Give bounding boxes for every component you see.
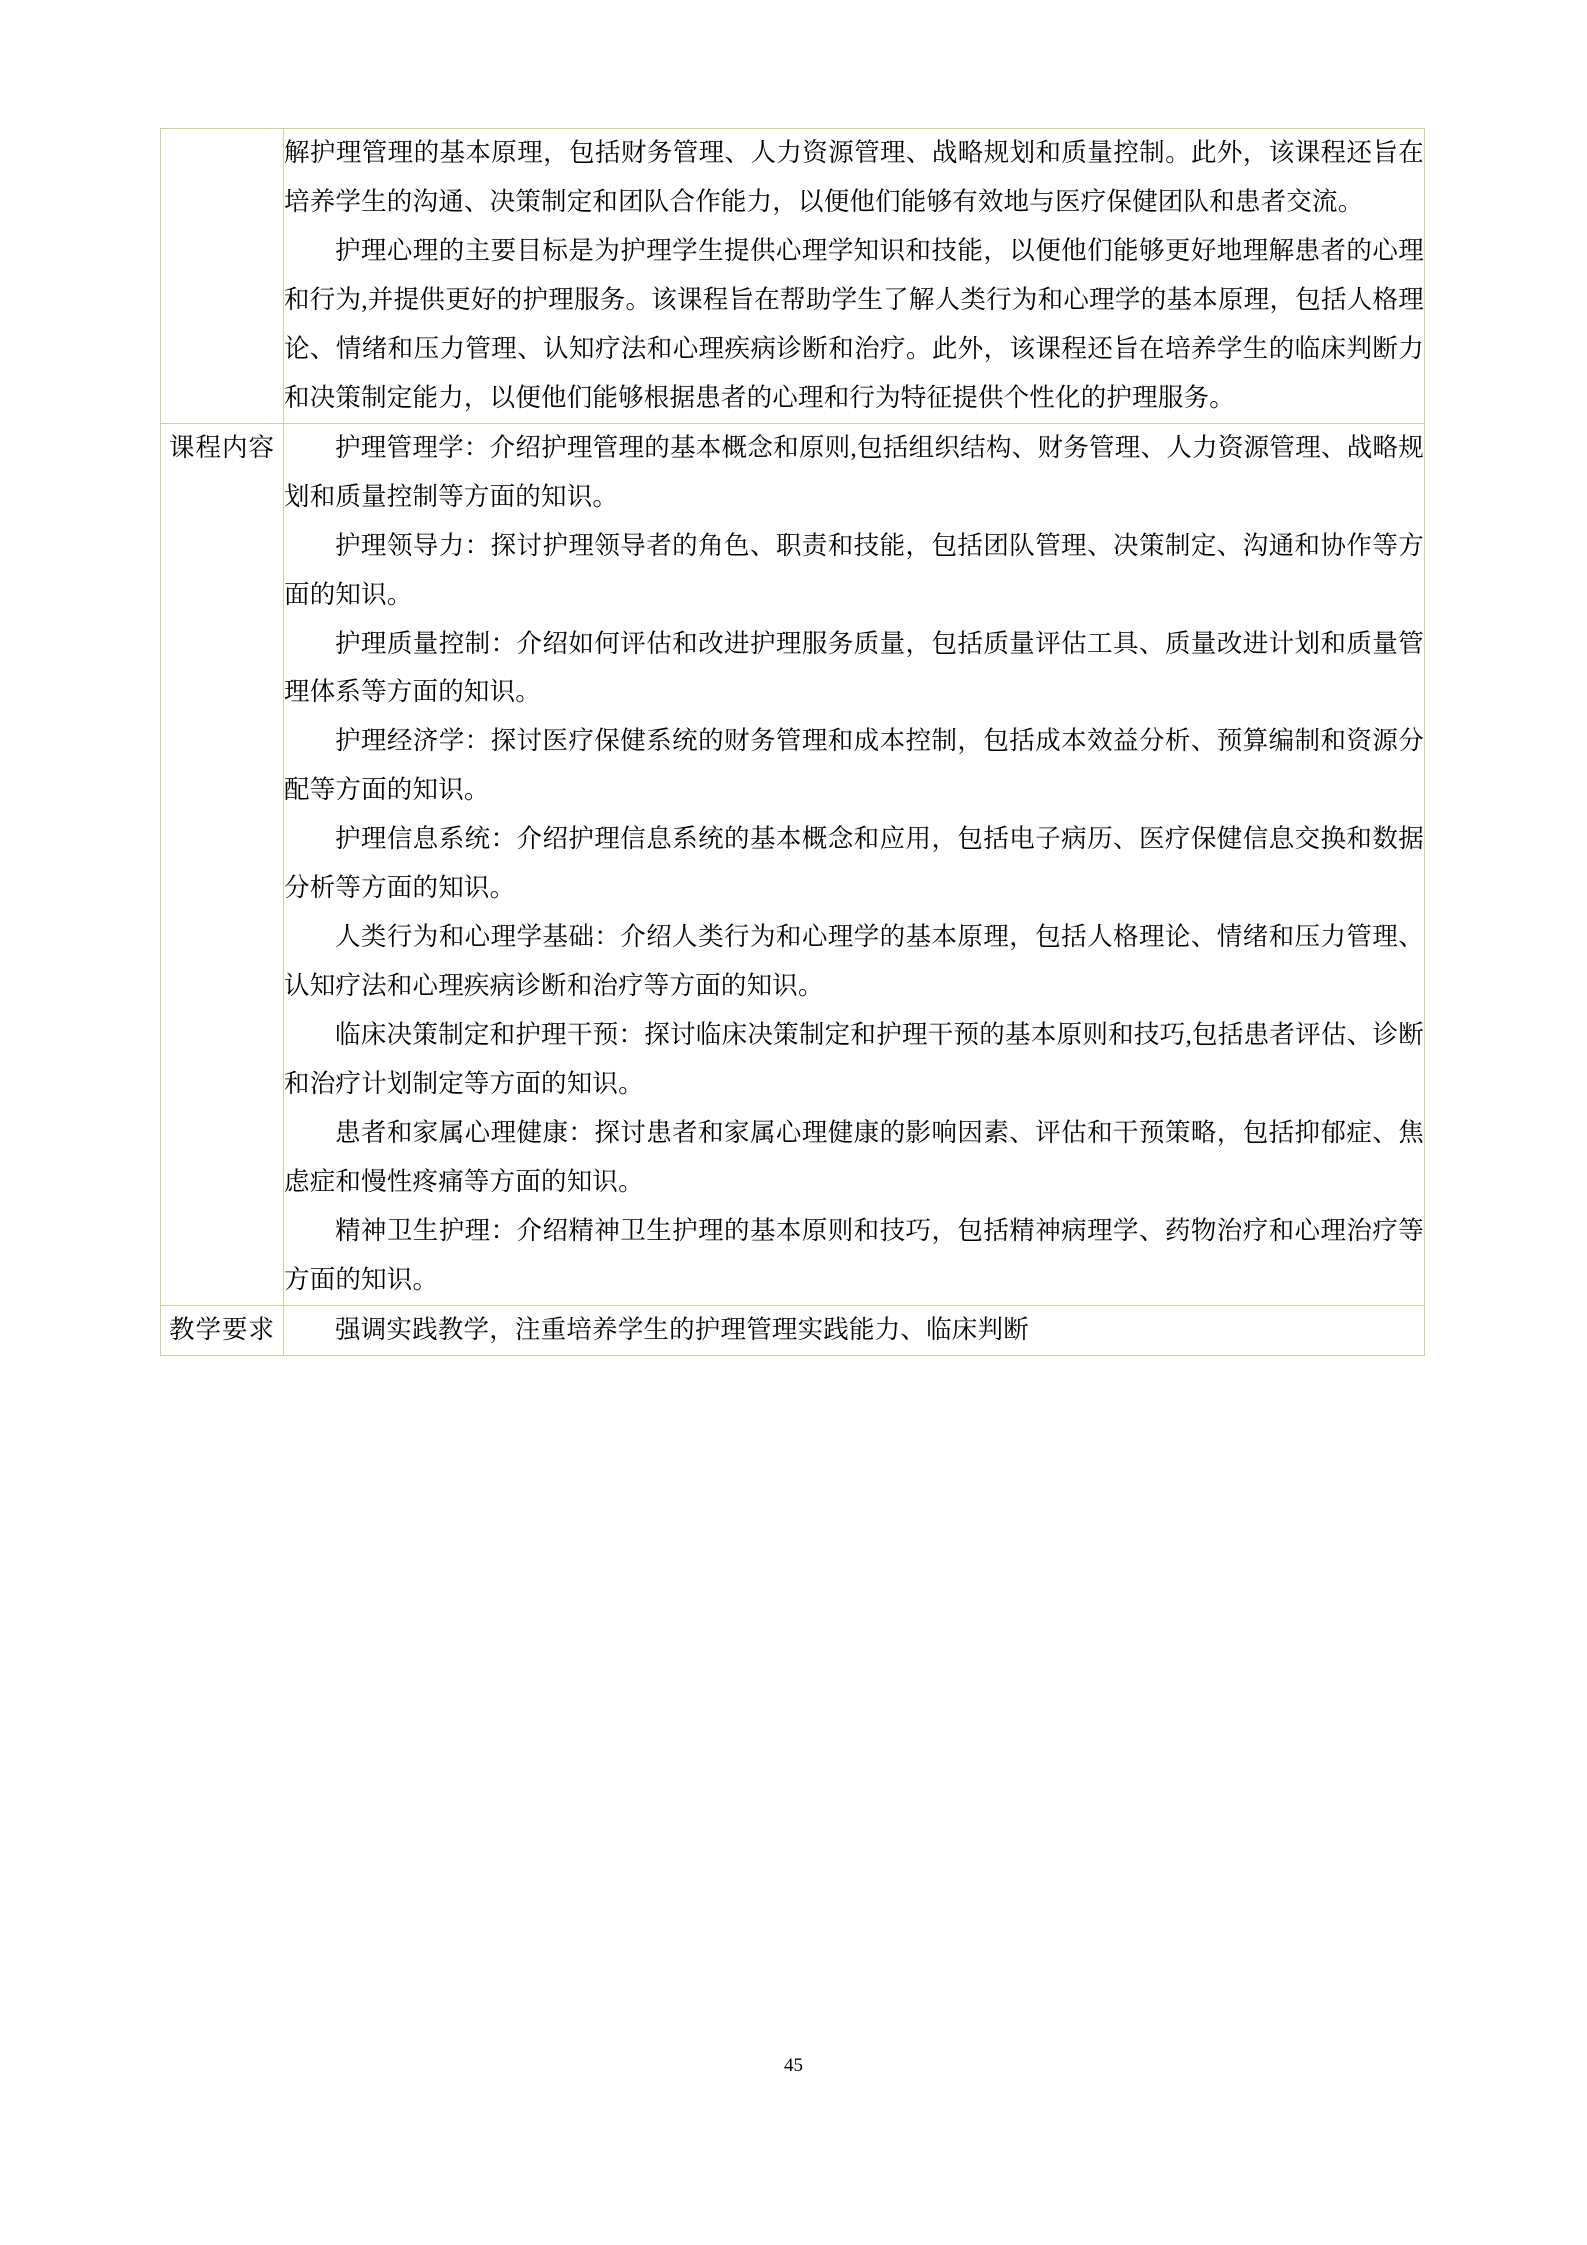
paragraph: 解护理管理的基本原理，包括财务管理、人力资源管理、战略规划和质量控制。此外，该课程还旨在培养学生的沟通、决策制定和团队合作能力，以便他们能够有效地与医疗保健团队和患者交流。: [284, 138, 1424, 216]
page-number: 45: [784, 2055, 803, 2076]
paragraph: 护理经济学：探讨医疗保健系统的财务管理和成本控制，包括成本效益分析、预算编制和资源分配等方面的知识。: [284, 726, 1424, 805]
paragraph: 护理管理学：介绍护理管理的基本概念和原则,包括组织结构、财务管理、人力资源管理、战略规划和质量控制等方面的知识。: [284, 432, 1424, 511]
paragraph: 人类行为和心理学基础：介绍人类行为和心理学的基本原理，包括人格理论、情绪和压力管理、认知疗法和心理疾病诊断和治疗等方面的知识。: [284, 922, 1424, 1001]
row-content-cell: [284, 129, 1425, 424]
table-row: [161, 1305, 1425, 1355]
paragraph: 护理信息系统：介绍护理信息系统的基本概念和应用，包括电子病历、医疗保健信息交换和数据分析等方面的知识。: [284, 824, 1424, 903]
paragraph: 护理心理的主要目标是为护理学生提供心理学知识和技能，以便他们能够更好地理解患者的心理和行为,并提供更好的护理服务。该课程旨在帮助学生了解人类行为和心理学的基本原理，包括人格理论、情绪和压力管理、认知疗法和心理疾病诊断和治疗。此外，该课程还旨在培养学生的临床判断力和决策制定能力，以便他们能够根据患者的心理和行为特征提供个性化的护理服务。: [284, 235, 1424, 412]
paragraph: 精神卫生护理：介绍精神卫生护理的基本原则和技巧，包括精神病理学、药物治疗和心理治疗等方面的知识。: [284, 1215, 1424, 1294]
row-label-teaching-requirements: 教学要求: [161, 1305, 284, 1355]
course-outline-table: [160, 128, 1425, 1356]
row-content-cell: [284, 423, 1425, 1305]
row-label-course-content: 课程内容: [161, 423, 284, 1305]
paragraph: 临床决策制定和护理干预：探讨临床决策制定和护理干预的基本原则和技巧,包括患者评估、诊断和治疗计划制定等方面的知识。: [284, 1020, 1424, 1099]
paragraph: 患者和家属心理健康：探讨患者和家属心理健康的影响因素、评估和干预策略，包括抑郁症、焦虑症和慢性疼痛等方面的知识。: [284, 1118, 1424, 1197]
paragraph: 强调实践教学，注重培养学生的护理管理实践能力、临床判断: [335, 1314, 1029, 1344]
table-row: [161, 423, 1425, 1305]
row-content-cell: [284, 1305, 1425, 1355]
paragraph: 护理领导力：探讨护理领导者的角色、职责和技能，包括团队管理、决策制定、沟通和协作等方面的知识。: [284, 530, 1424, 609]
row-label-cell: [161, 129, 284, 424]
paragraph: 护理质量控制：介绍如何评估和改进护理服务质量，包括质量评估工具、质量改进计划和质量管理体系等方面的知识。: [284, 628, 1424, 707]
table-row: [161, 129, 1425, 424]
